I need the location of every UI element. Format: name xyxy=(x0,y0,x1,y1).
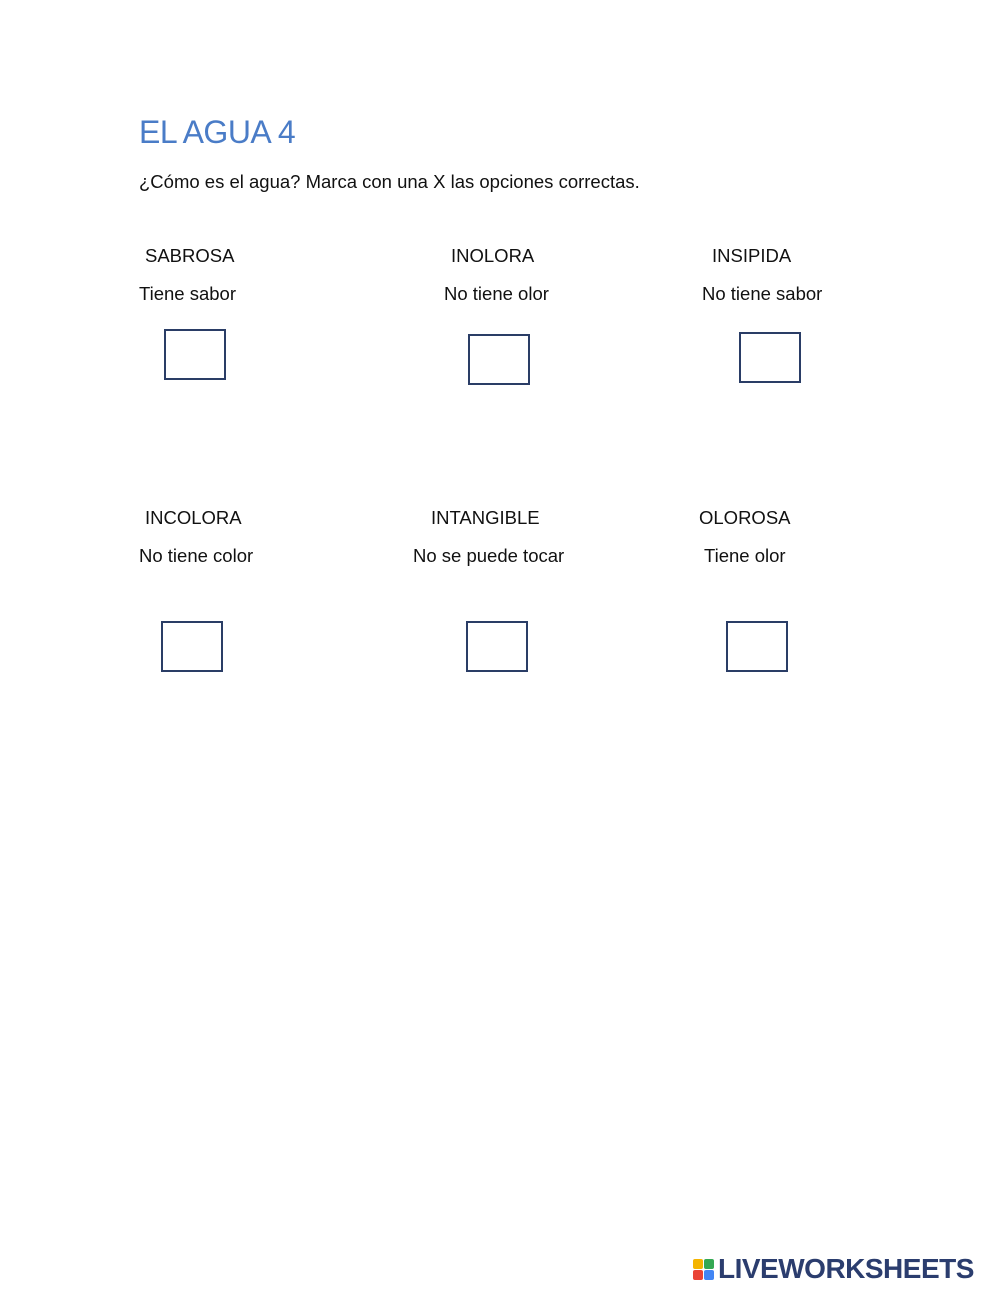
option-name-intangible: INTANGIBLE xyxy=(431,507,540,528)
page-title: EL AGUA 4 xyxy=(139,114,296,150)
option-description-olorosa: Tiene olor xyxy=(704,545,786,566)
logo-square xyxy=(704,1259,714,1269)
option-description-incolora: No tiene color xyxy=(139,545,254,566)
logo-square xyxy=(693,1259,703,1269)
option-name-inolora: INOLORA xyxy=(451,245,535,266)
option-description-inolora: No tiene olor xyxy=(444,283,549,304)
option-name-insipida: INSIPIDA xyxy=(712,245,792,266)
instruction-text: ¿Cómo es el agua? Marca con una X las opciones correctas. xyxy=(139,171,640,192)
option-description-intangible: No se puede tocar xyxy=(413,545,565,566)
logo-square xyxy=(693,1270,703,1280)
liveworksheets-logo-icon xyxy=(693,1259,714,1280)
checkbox-sabrosa[interactable] xyxy=(164,329,226,380)
checkbox-olorosa[interactable] xyxy=(726,621,788,672)
option-description-insipida: No tiene sabor xyxy=(702,283,823,304)
checkbox-incolora[interactable] xyxy=(161,621,223,672)
checkbox-intangible[interactable] xyxy=(466,621,528,672)
logo-square xyxy=(704,1270,714,1280)
option-name-incolora: INCOLORA xyxy=(145,507,242,528)
option-description-sabrosa: Tiene sabor xyxy=(139,283,237,304)
option-name-sabrosa: SABROSA xyxy=(145,245,235,266)
brand-text: LIVEWORKSHEETS xyxy=(718,1253,974,1284)
checkbox-insipida[interactable] xyxy=(739,332,801,383)
checkbox-inolora[interactable] xyxy=(468,334,530,385)
option-name-olorosa: OLOROSA xyxy=(699,507,791,528)
liveworksheets-brand xyxy=(693,1254,974,1284)
